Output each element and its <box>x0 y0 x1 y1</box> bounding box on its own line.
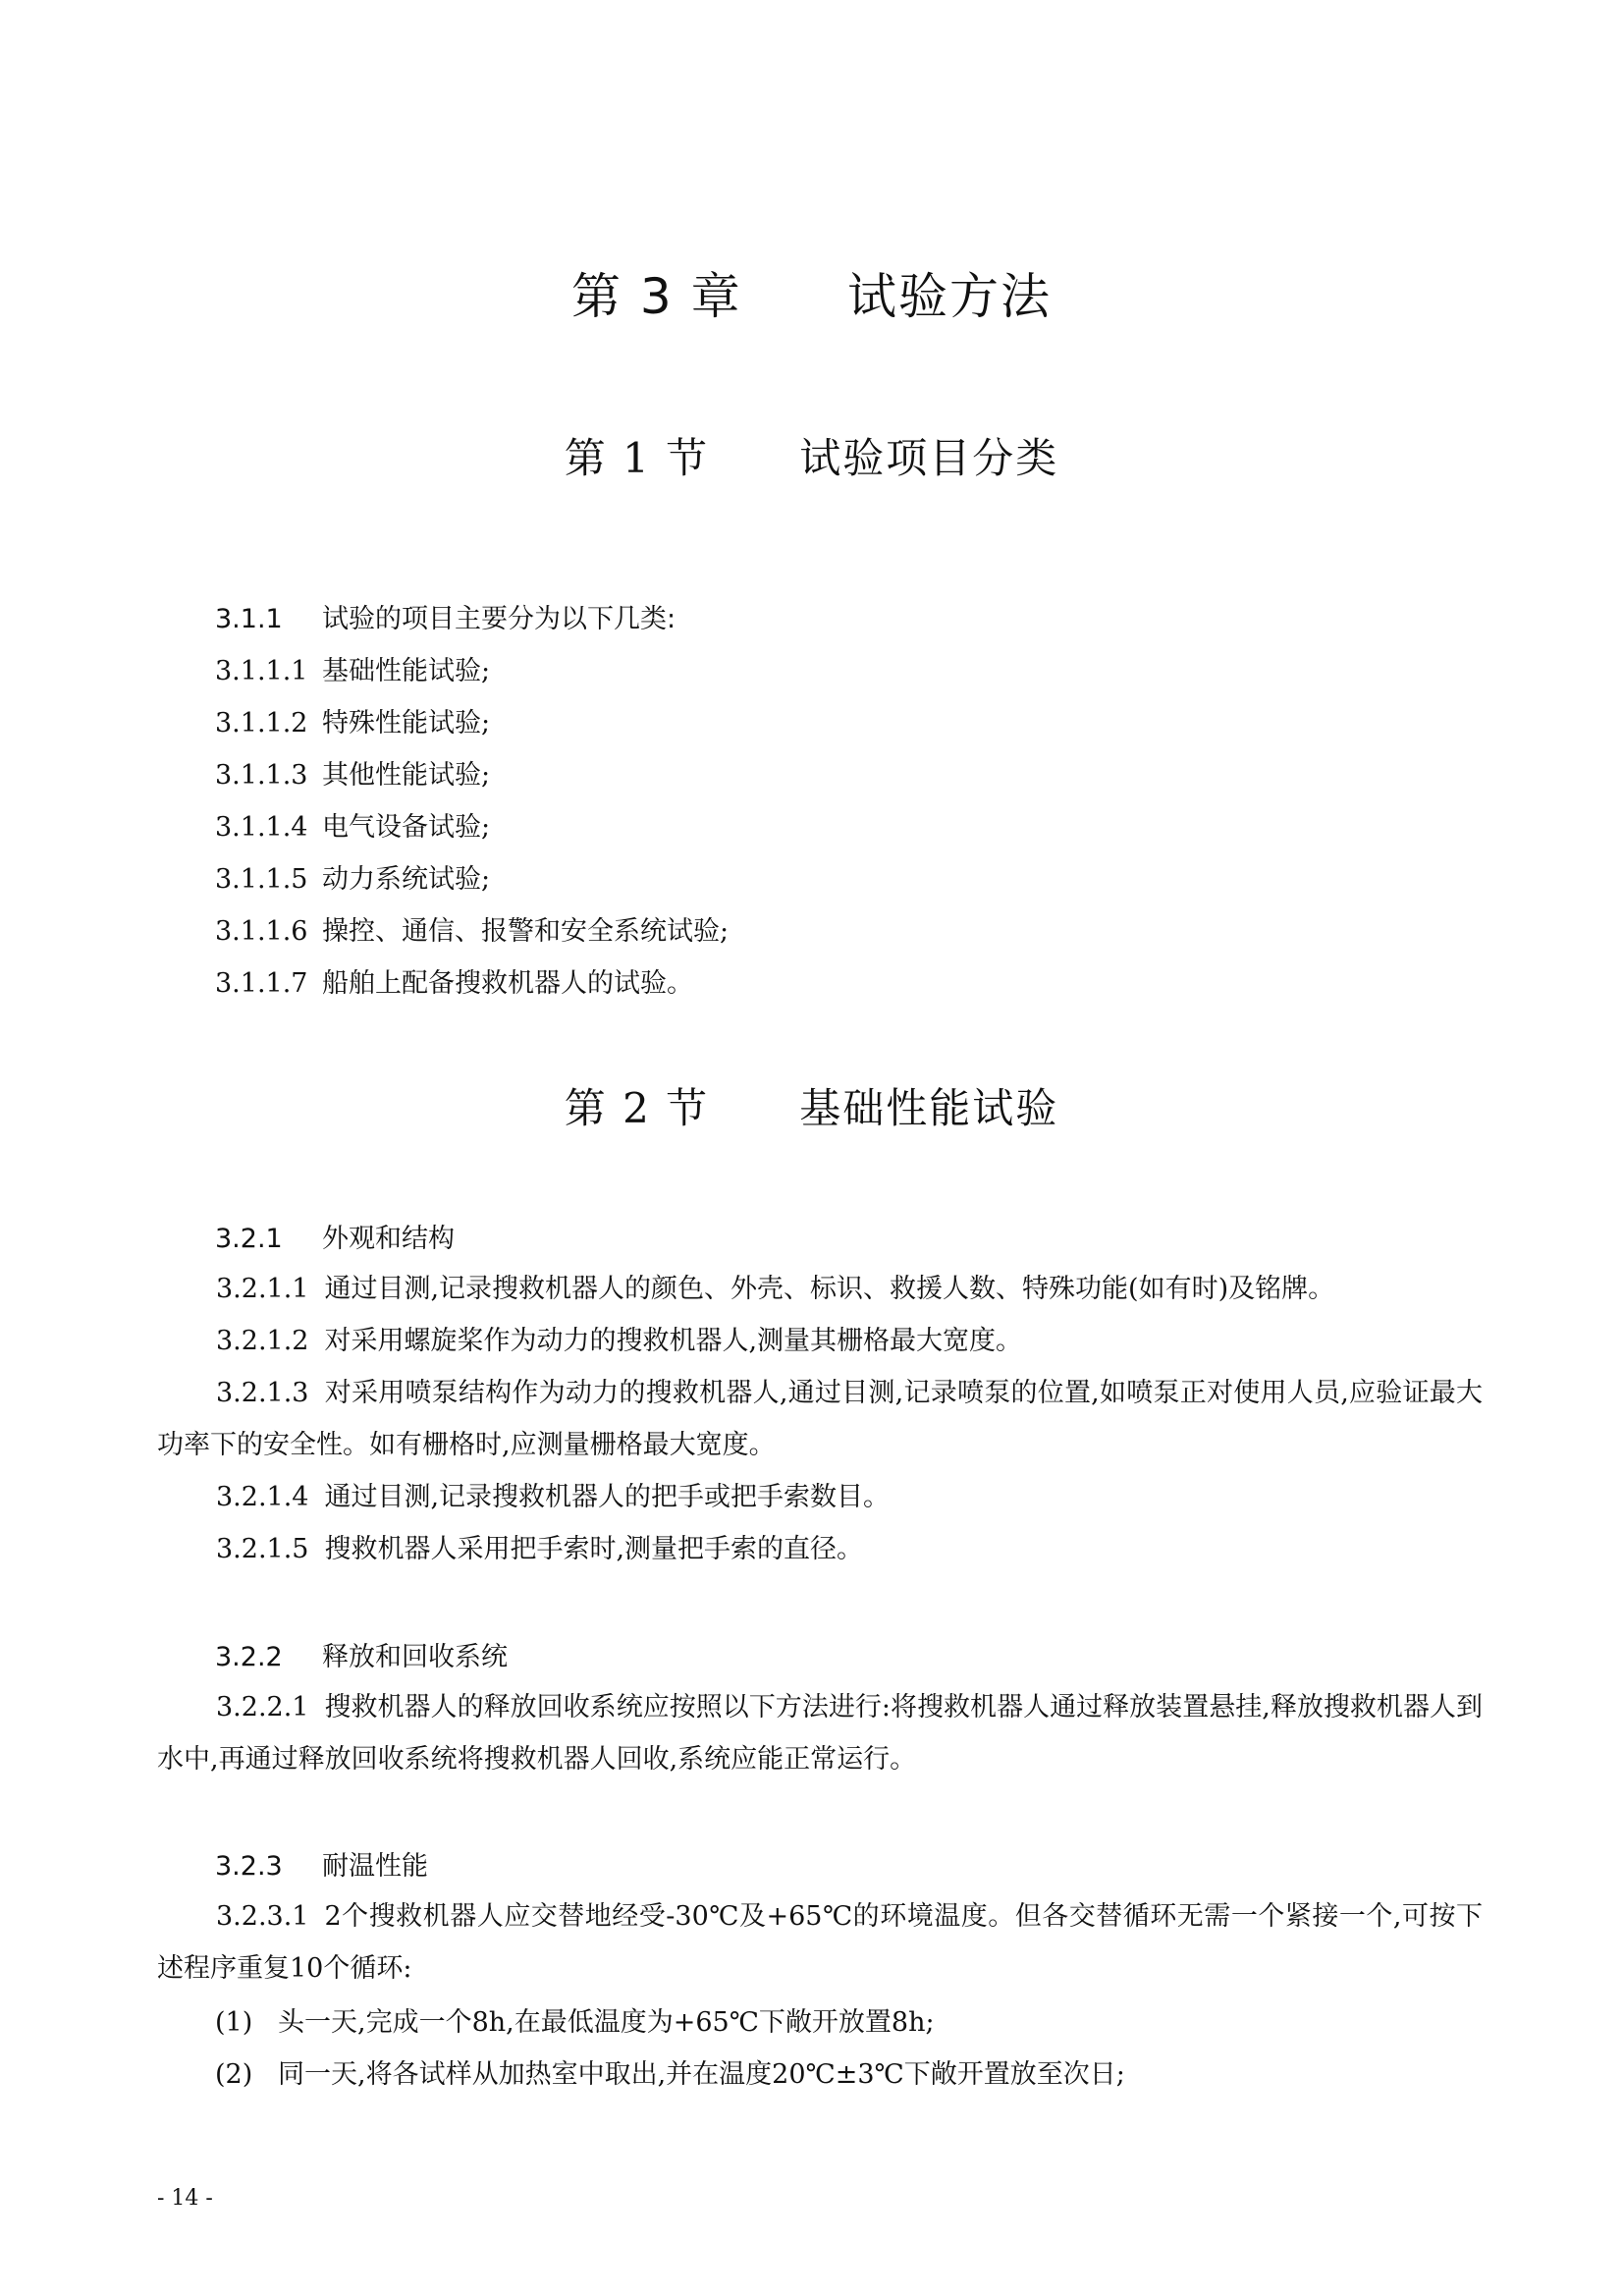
paragraph <box>157 1471 1483 1523</box>
clause-title: 耐温性能 <box>322 1851 428 1882</box>
item-text: 动力系统试验; <box>322 864 491 895</box>
paragraph-text: 通过目测,记录搜救机器人的颜色、外壳、标识、救援人数、特殊功能(如有时)及铭牌。 <box>324 1274 1335 1304</box>
section-2-number: 第 2 节 <box>564 1084 710 1132</box>
paragraph <box>157 1523 1483 1575</box>
paragraph-number: 3.2.1.5 <box>216 1534 309 1564</box>
paragraph-text: 搜救机器人采用把手索时,测量把手索的直径。 <box>324 1534 864 1564</box>
item-text: 基础性能试验; <box>322 656 491 686</box>
clause-title: 外观和结构 <box>322 1224 455 1254</box>
item-text: 电气设备试验; <box>322 812 491 843</box>
clause-number: 3.1.1 <box>215 604 283 634</box>
clause-title: 释放和回收系统 <box>322 1642 508 1672</box>
paragraph-text: 对采用螺旋桨作为动力的搜救机器人,测量其栅格最大宽度。 <box>324 1326 1023 1356</box>
section-title-2 <box>0 1076 1623 1135</box>
step-text: 头一天,完成一个8h,在最低温度为+65℃下敞开放置8h; <box>278 2007 935 2038</box>
paragraph-number: 3.2.2.1 <box>216 1692 309 1722</box>
section-1-number: 第 1 节 <box>564 434 710 482</box>
paragraph <box>157 1263 1483 1315</box>
page-number: - 14 - <box>157 2186 213 2211</box>
item-number: 3.1.1.6 <box>215 916 308 947</box>
paragraph-text: 搜救机器人的释放回收系统应按照以下方法进行:将搜救机器人通过释放装置悬挂,释放搜救机器人到水中,再通过释放回收系统将搜救机器人回收,系统应能正常运行。 <box>157 1692 1483 1775</box>
step-text: 同一天,将各试样从加热室中取出,并在温度20℃±3℃下敞开置放至次日; <box>278 2059 1125 2090</box>
paragraph-number: 3.2.1.4 <box>216 1482 309 1512</box>
section-title-1 <box>0 426 1623 485</box>
paragraph-number: 3.2.3.1 <box>216 1901 309 1932</box>
chapter-title <box>0 257 1623 328</box>
paragraph-number: 3.2.1.1 <box>216 1274 309 1304</box>
paragraph-number: 3.2.1.3 <box>216 1378 309 1408</box>
item-number: 3.1.1.3 <box>215 760 308 791</box>
step-number: (1) <box>215 2007 253 2038</box>
item-text: 其他性能试验; <box>322 760 491 791</box>
item-number: 3.1.1.2 <box>215 708 308 738</box>
item-number: 3.1.1.7 <box>215 968 308 999</box>
paragraph-text: 2个搜救机器人应交替地经受-30℃及+65℃的环境温度。但各交替循环无需一个紧接一个,可按下述程序重复10个循环: <box>157 1901 1483 1984</box>
item-text: 船舶上配备搜救机器人的试验。 <box>322 968 693 999</box>
paragraph <box>157 1681 1483 1785</box>
clause-number: 3.2.1 <box>215 1224 283 1254</box>
item-number: 3.1.1.5 <box>215 864 308 895</box>
item-text: 操控、通信、报警和安全系统试验; <box>322 916 730 947</box>
paragraph <box>157 1315 1483 1367</box>
paragraph-number: 3.2.1.2 <box>216 1326 309 1356</box>
paragraph <box>157 1890 1483 1995</box>
chapter-name: 试验方法 <box>846 268 1052 325</box>
clause-number: 3.2.3 <box>215 1851 283 1882</box>
paragraph-text: 通过目测,记录搜救机器人的把手或把手索数目。 <box>324 1482 891 1512</box>
paragraph <box>157 1367 1483 1471</box>
section-1-name: 试验项目分类 <box>799 434 1059 482</box>
item-number: 3.1.1.4 <box>215 812 308 843</box>
section-2-name: 基础性能试验 <box>799 1084 1059 1132</box>
clause-title: 试验的项目主要分为以下几类: <box>322 604 676 634</box>
step-number: (2) <box>215 2059 253 2090</box>
clause-number: 3.2.2 <box>215 1642 283 1672</box>
item-number: 3.1.1.1 <box>215 656 308 686</box>
paragraph-text: 对采用喷泵结构作为动力的搜救机器人,通过目测,记录喷泵的位置,如喷泵正对使用人员,应验证最大功率下的安全性。如有栅格时,应测量栅格最大宽度。 <box>157 1378 1483 1460</box>
item-text: 特殊性能试验; <box>322 708 491 738</box>
chapter-number: 第 3 章 <box>571 268 742 325</box>
